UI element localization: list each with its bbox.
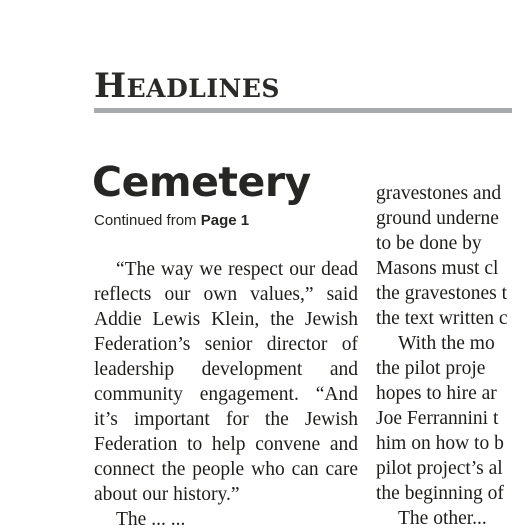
article-next-line: The ... ... (116, 509, 186, 530)
column-2-line: gravestones and (376, 183, 502, 204)
column-2-line: him on how to b (376, 433, 504, 454)
column-2-line: Joe Ferrannini t (376, 408, 499, 429)
section-heading-rest: EADLINES (126, 74, 280, 103)
column-2-line: With the mo (398, 333, 495, 354)
section-rule (94, 108, 512, 113)
column-2-line: ground underne (376, 208, 499, 229)
continued-line (94, 211, 249, 231)
article-column-2 (376, 181, 512, 531)
continued-page-link: Page 1 (200, 212, 250, 229)
column-2-line: the text written c (376, 308, 508, 329)
column-2-line: the beginning of (376, 483, 504, 504)
column-2-line: the pilot proje (376, 358, 486, 379)
column-2-line: to be done by (376, 233, 482, 254)
section-heading-initial: H (94, 66, 127, 106)
article-paragraph: “The way we respect our dead reflects our own values,” said Addie Lewis Klein, the Jewish Federation’s senior director of leadership development and community engagement. “And it’s important for the Jewish Federation to help convene and connect the people who can care about our history.” (94, 259, 358, 505)
article-headline: Cemetery (92, 158, 311, 206)
section-heading (94, 66, 280, 109)
column-2-line: hopes to hire ar (376, 383, 497, 404)
continued-prefix: Continued from (94, 212, 201, 229)
column-2-line: Masons must cl (376, 258, 499, 279)
column-2-line: the gravestones t (376, 283, 508, 304)
column-2-line: The other... (398, 508, 487, 529)
column-2-line: pilot project’s al (376, 458, 503, 479)
